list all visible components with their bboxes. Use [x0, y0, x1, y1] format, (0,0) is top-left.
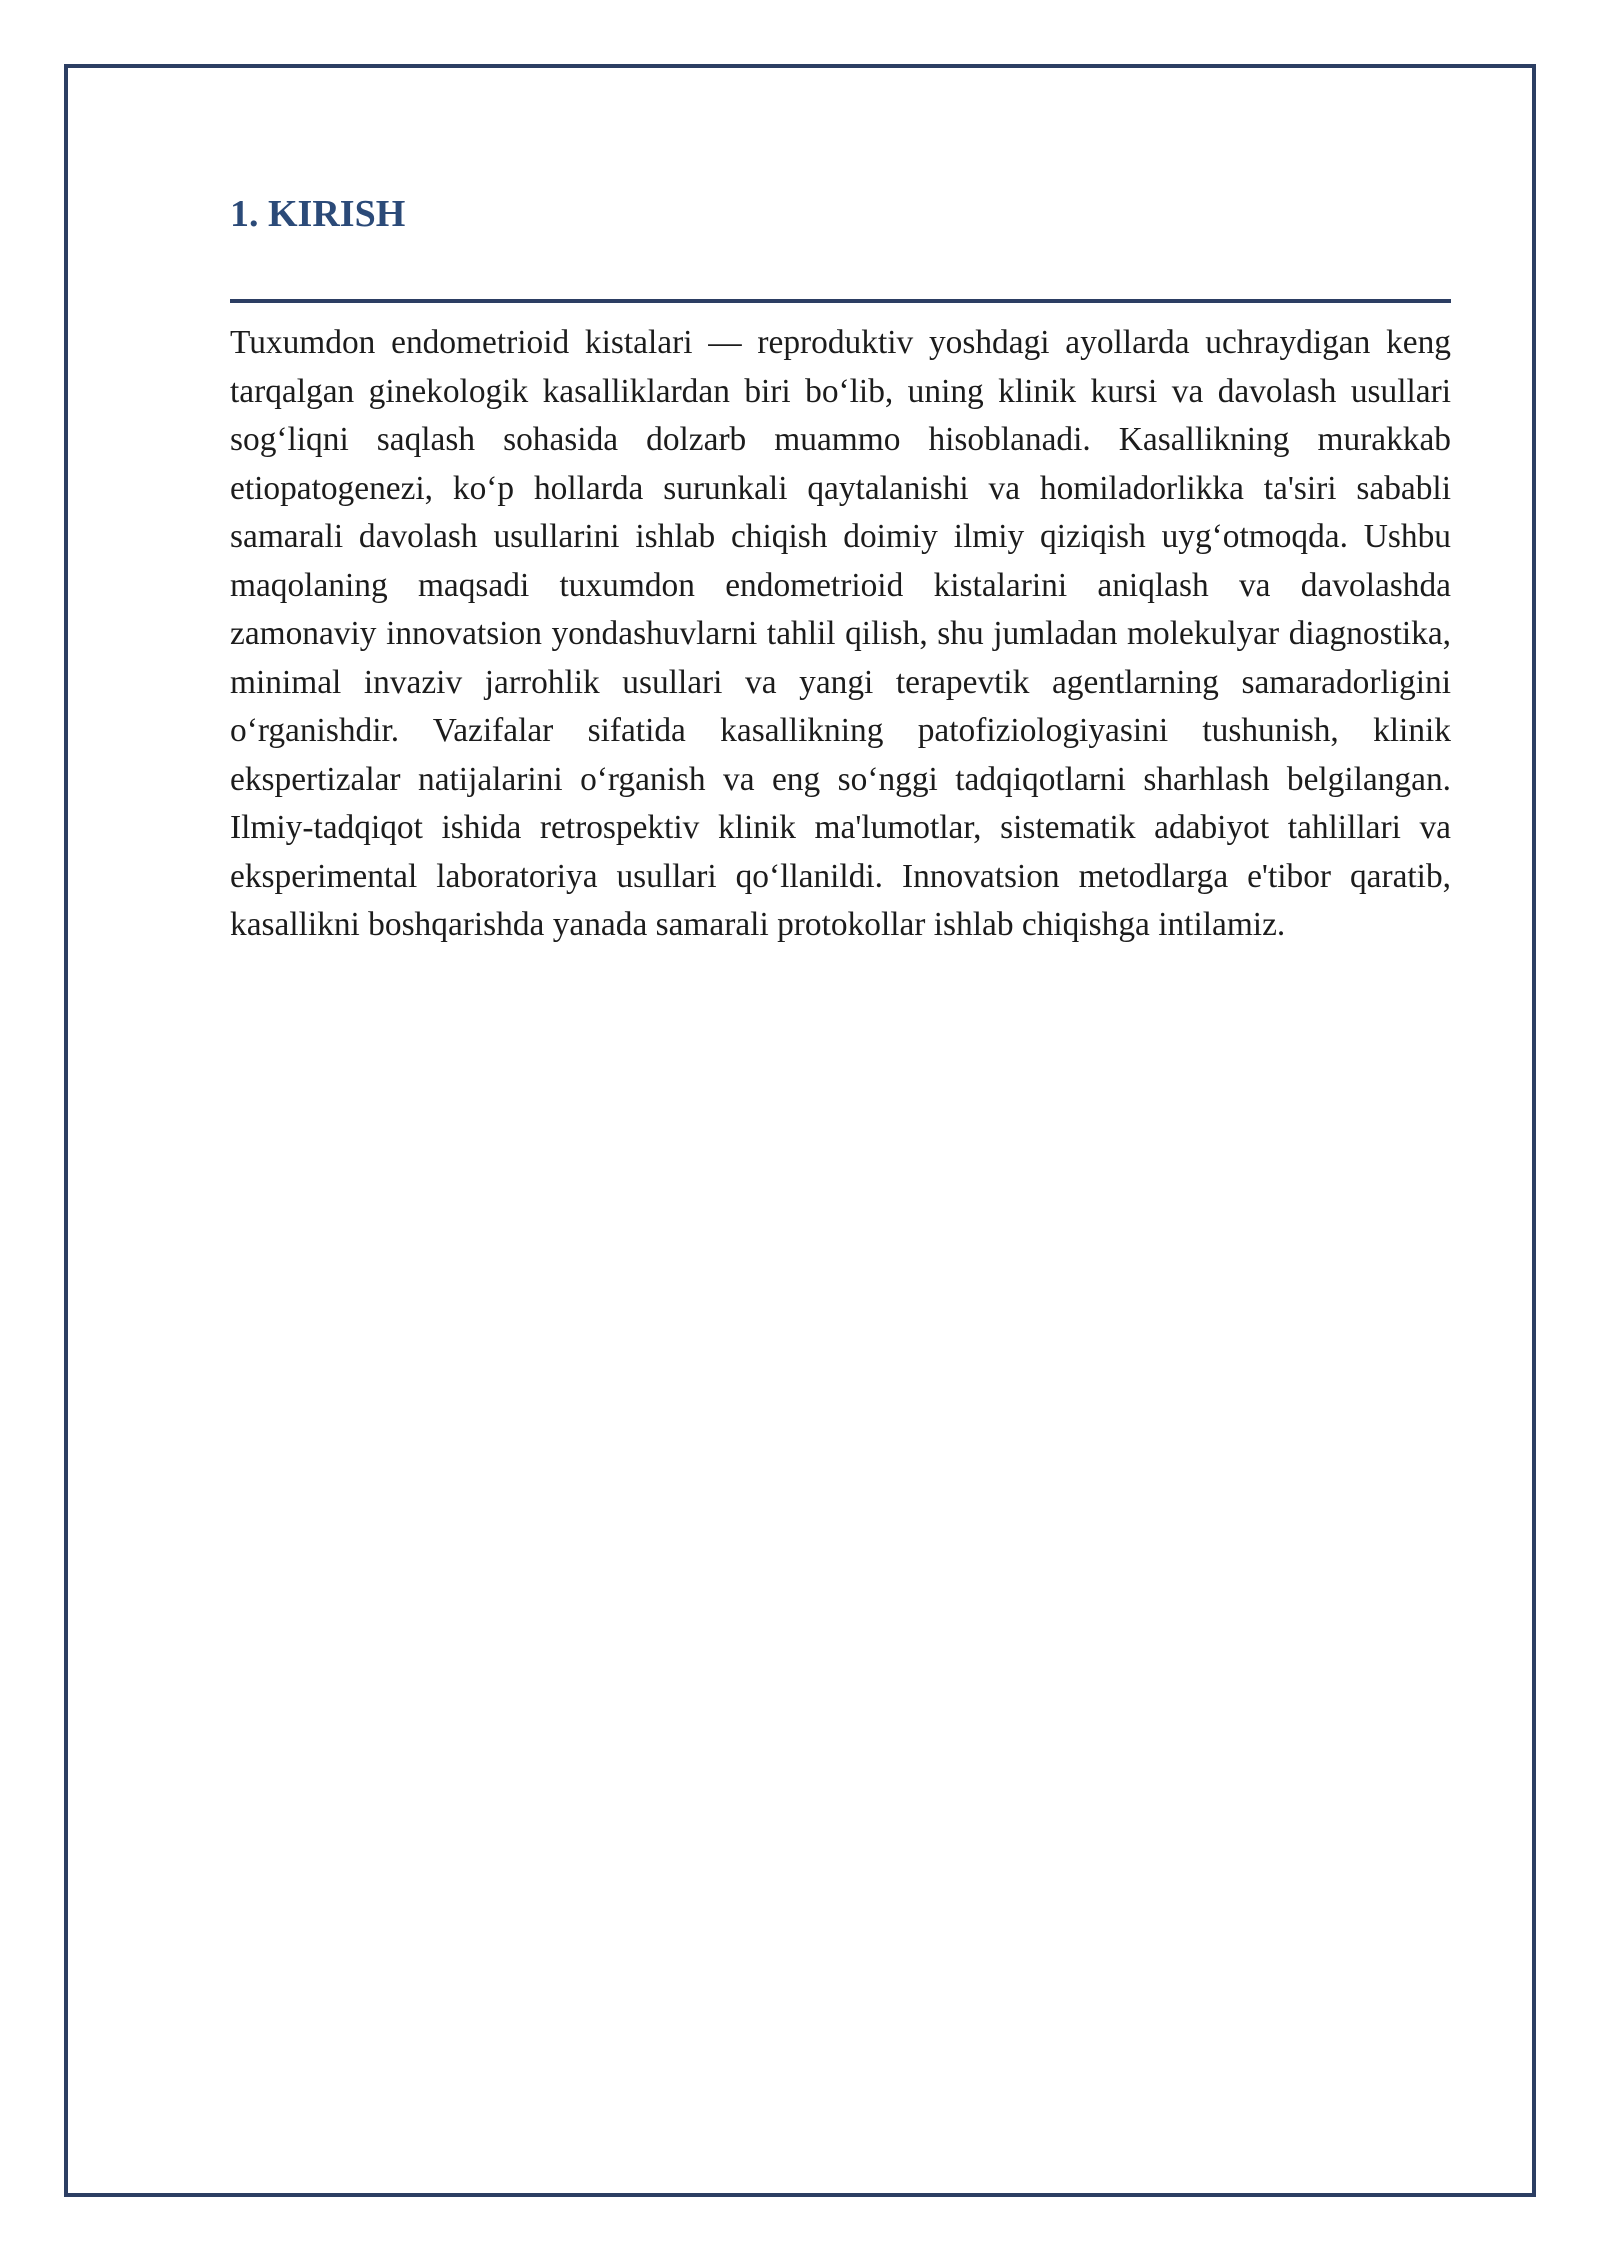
section-heading: 1. KIRISH: [230, 193, 406, 235]
heading-divider: [230, 299, 1451, 303]
introduction-paragraph: Tuxumdon endometrioid kistalari — reproduktiv yoshdagi ayollarda uchraydigan keng tarqalgan ginekologik kasalliklardan biri boʻlib, uning klinik kursi va davolash usullari sogʻliqni saqlash sohasida dolzarb muammo hisoblanadi. Kasallikning murakkab etiopatogenezi, koʻp hollarda surunkali qaytalanishi va homiladorlikka ta'siri sababli samarali davolash usullarini ishlab chiqish doimiy ilmiy qiziqish uygʻotmoqda. Ushbu maqolaning maqsadi tuxumdon endometrioid kistalarini aniqlash va davolashda zamonaviy innovatsion yondashuvlarni tahlil qilish, shu jumladan molekulyar diagnostika, minimal invaziv jarrohlik usullari va yangi terapevtik agentlarning samaradorligini oʻrganishdir. Vazifalar sifatida kasallikning patofiziologiyasini tushunish, klinik ekspertizalar natijalarini oʻrganish va eng soʻnggi tadqiqotlarni sharhlash belgilangan. Ilmiy-tadqiqot ishida retrospektiv klinik ma'lumotlar, sistematik adabiyot tahlillari va eksperimental laboratoriya usullari qoʻllanildi. Innovatsion metodlarga e'tibor qaratib, kasallikni boshqarishda yanada samarali protokollar ishlab chiqishga intilamiz.: [230, 324, 1451, 943]
